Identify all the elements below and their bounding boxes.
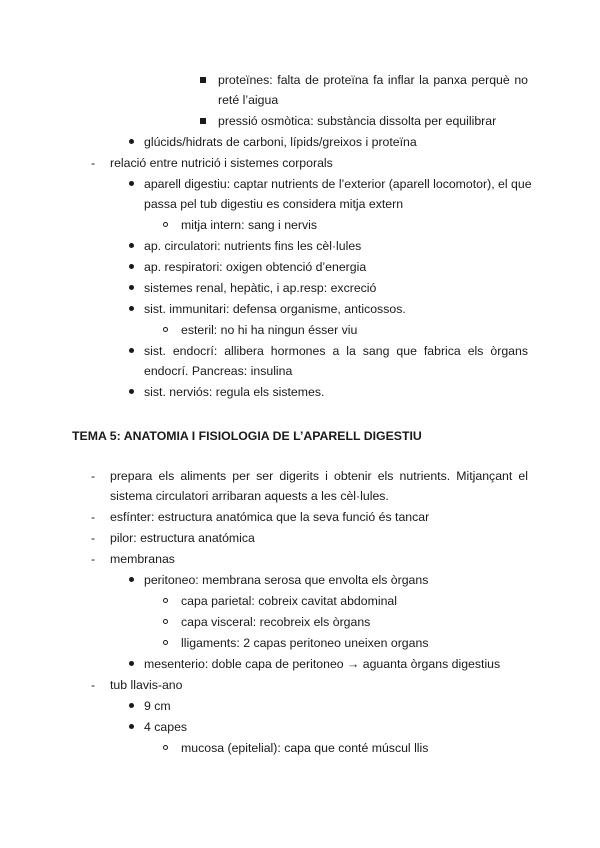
disc-bullet	[129, 285, 134, 290]
text-line: sist. nerviós: regula els sistemes.	[144, 385, 325, 399]
dash-bullet: -	[91, 469, 96, 483]
dash-bullet: -	[91, 156, 96, 170]
text-line: capa parietal: cobreix cavitat abdominal	[181, 594, 398, 608]
text-line: endocrí. Pancreas: insulina	[144, 364, 293, 378]
text-line: capa visceral: recobreix els òrgans	[181, 615, 371, 629]
text-line: 4 capes	[144, 720, 188, 734]
circle-bullet	[163, 222, 168, 227]
disc-bullet	[129, 264, 134, 269]
disc-bullet	[129, 661, 134, 666]
text-line: sistemes renal, hepàtic, i ap.resp: excreció	[144, 281, 377, 295]
dash-bullet: -	[91, 531, 96, 545]
text-line: mitja intern: sang i nervis	[181, 218, 318, 232]
text-line: sist. immunitari: defensa organisme, anticossos.	[144, 302, 406, 316]
dash-bullet: -	[91, 678, 96, 692]
circle-bullet	[163, 327, 168, 332]
text-line: sist. endocrí: allibera hormones a la sang que fabrica els òrgans	[144, 344, 528, 358]
text-line: tub llavis-ano	[110, 678, 183, 692]
disc-bullet	[129, 389, 134, 394]
text-line: membranas	[110, 552, 175, 566]
disc-bullet	[129, 181, 134, 186]
text-line: ap. respiratori: oxigen obtenció d’energia	[144, 260, 367, 274]
text-line: peritoneo: membrana serosa que envolta els òrgans	[144, 573, 429, 587]
text-line: lligaments: 2 capas peritoneo uneixen organs	[181, 636, 429, 650]
text-line: prepara els aliments per ser digerits i obtenir els nutrients. Mitjançant el	[110, 469, 528, 483]
square-bullet	[200, 77, 206, 83]
text-line: pressió osmòtica: substància dissolta per equilibrar	[218, 114, 497, 128]
circle-bullet	[163, 745, 168, 750]
text-line: proteïnes: falta de proteïna fa inflar la panxa perquè no	[218, 73, 528, 87]
circle-bullet	[163, 598, 168, 603]
disc-bullet	[129, 243, 134, 248]
disc-bullet	[129, 139, 134, 144]
disc-bullet	[129, 703, 134, 708]
text-line: mesenterio: doble capa de peritoneo → aguanta òrgans digestius	[144, 657, 501, 671]
circle-bullet	[163, 640, 168, 645]
text-line: aparell digestiu: captar nutrients de l’exterior (aparell locomotor), el que	[144, 177, 532, 191]
text-line: 9 cm	[144, 699, 171, 713]
dash-bullet: -	[91, 552, 96, 566]
disc-bullet	[129, 577, 134, 582]
text-line: pilor: estructura anatómica	[110, 531, 255, 545]
text-line: relació entre nutrició i sistemes corporals	[110, 156, 333, 170]
text-line: esteril: no hi ha ningun ésser viu	[181, 323, 358, 337]
dash-bullet: -	[91, 510, 96, 524]
text-line: mucosa (epitelial): capa que conté múscul llis	[181, 741, 429, 755]
text-line: ap. circulatori: nutrients fins les cèl·lules	[144, 239, 362, 253]
disc-bullet	[129, 306, 134, 311]
disc-bullet	[129, 348, 134, 353]
square-bullet	[200, 118, 206, 124]
text-line: passa pel tub digestiu es considera mitja extern	[144, 197, 404, 211]
text-line: glúcids/hidrats de carboni, lípids/greixos i proteïna	[144, 135, 417, 149]
section-heading: TEMA 5: ANATOMIA I FISIOLOGIA DE L’APARELL DIGESTIU	[72, 429, 422, 443]
text-line: sistema circulatori arribaran aquests a les cèl·lules.	[110, 489, 389, 503]
text-line: esfínter: estructura anatómica que la seva funció és tancar	[110, 510, 430, 524]
text-line: reté l’aigua	[218, 93, 279, 107]
circle-bullet	[163, 619, 168, 624]
disc-bullet	[129, 724, 134, 729]
